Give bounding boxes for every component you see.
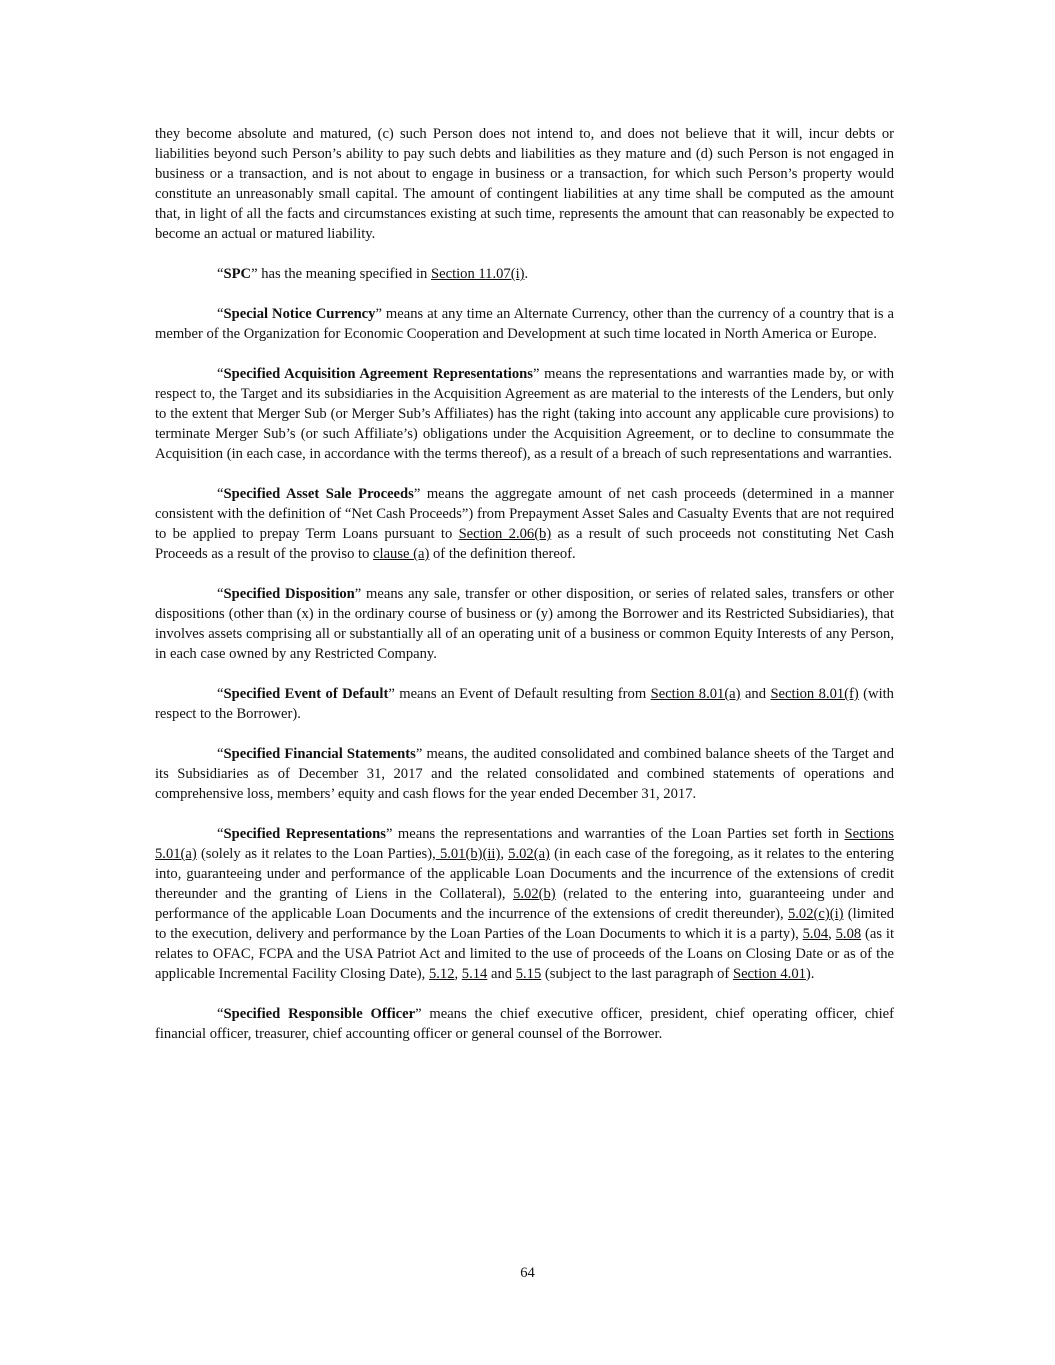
- open-quote: “: [217, 486, 224, 502]
- definition-text: as a result of such proceeds not constituting Net Cash Proceeds as a result of the proviso to: [155, 526, 894, 562]
- definition-text: and: [487, 966, 516, 982]
- definition-text: (as it relates to OFAC, FCPA and the USA Patriot Act and limited to the use of proceeds of the Loans on Closing Date or as of the applicable Incremental Facility Closing Date),: [155, 926, 894, 982]
- definition-specified-representations: [155, 824, 894, 984]
- open-quote: “: [217, 586, 224, 602]
- section-reference[interactable]: Section 8.01(a): [650, 686, 741, 702]
- definition-text: (related to the entering into, guaranteeing under and performance of the applicable Loan Documents and the incurrence of the extensions of credit thereunder),: [155, 886, 894, 922]
- definition-specified-responsible-officer: [155, 1004, 894, 1044]
- section-reference[interactable]: 5.04: [802, 926, 829, 942]
- definition-text: of the definition thereof.: [429, 546, 576, 562]
- definition-text: ” means the chief executive officer, president, chief operating officer, chief financial officer, treasurer, chief accounting officer or general counsel of the Borrower.: [155, 1006, 894, 1042]
- definition-specified-disposition: [155, 584, 894, 664]
- definition-text: ,: [454, 966, 462, 982]
- open-quote: “: [217, 1006, 224, 1022]
- page-number: 64: [520, 1265, 535, 1281]
- definition-text: .: [524, 266, 529, 282]
- section-reference[interactable]: 5.02(b): [513, 886, 556, 902]
- section-reference[interactable]: Section 11.07(i): [431, 266, 525, 282]
- document-body: [155, 124, 894, 1064]
- definition-text: ” means the aggregate amount of net cash proceeds (determined in a manner consistent with the definition of “Net Cash Proceeds”) from Prepayment Asset Sales and Casualty Events that are not required to be applied to prepay Term Loans pursuant to: [155, 486, 894, 542]
- defined-term: Specified Financial Statements: [223, 746, 416, 762]
- definition-spc: [155, 264, 894, 284]
- definition-special-notice-currency: [155, 304, 894, 344]
- definition-text: (subject to the last paragraph of: [541, 966, 733, 982]
- definition-specified-acquisition-agreement-representations: [155, 364, 894, 464]
- open-quote: “: [217, 746, 224, 762]
- definition-text: ” means, the audited consolidated and combined balance sheets of the Target and its Subsidiaries as of December 31, 2017 and the related consolidated and combined statements of operations and comprehensive loss, members’ equity and cash flows for the year ended December 31, 2017.: [155, 746, 894, 802]
- defined-term: Special Notice Currency: [223, 306, 376, 322]
- definition-text: ” means an Event of Default resulting from: [388, 686, 651, 702]
- open-quote: “: [217, 366, 224, 382]
- continuation-paragraph: they become absolute and matured, (c) such Person does not intend to, and does not believe that it will, incur debts or liabilities beyond such Person’s ability to pay such debts and liabilities as they mature and (d) such Person is not engaged in business or a transaction, and is not about to engage in business or a transaction, for which such Person’s property would constitute an unreasonably small capital. The amount of contingent liabilities at any time shall be computed as the amount that, in light of all the facts and circumstances existing at such time, represents the amount that can reasonably be expected to become an actual or matured liability.: [155, 126, 894, 242]
- definition-text: ” has the meaning specified in: [251, 266, 431, 282]
- section-reference[interactable]: Section 4.01: [732, 966, 806, 982]
- section-reference[interactable]: Sections 5.01(a): [155, 826, 894, 862]
- open-quote: “: [217, 826, 224, 842]
- definition-text: (solely as it relates to the Loan Parties),: [196, 846, 436, 862]
- definition-specified-event-of-default: [155, 684, 894, 724]
- definition-text: and: [740, 686, 771, 702]
- section-reference[interactable]: 5.14: [461, 966, 488, 982]
- definition-text: (with respect to the Borrower).: [155, 686, 894, 722]
- open-quote: “: [217, 686, 224, 702]
- definition-text: ,: [828, 926, 836, 942]
- definition-text: (in each case of the foregoing, as it relates to the entering into, guaranteeing under and performance of the applicable Loan Documents and the incurrence of the extensions of credit thereunder and the granting of Liens in the Collateral),: [155, 846, 894, 902]
- section-reference[interactable]: 5.01(b)(ii): [435, 846, 501, 862]
- section-reference[interactable]: Section 2.06(b): [458, 526, 552, 542]
- definition-text: ” means any sale, transfer or other disposition, or series of related sales, transfers or other dispositions (other than (x) in the ordinary course of business or (y) among the Borrower and its Restricted Subsidiaries), that involves assets comprising all or substantially all of an operating unit of a business or common Equity Interests of any Person, in each case owned by any Restricted Company.: [155, 586, 894, 662]
- definition-text: ,: [500, 846, 509, 862]
- definition-text: ).: [805, 966, 815, 982]
- definition-text: ” means at any time an Alternate Currency, other than the currency of a country that is a member of the Organization for Economic Cooperation and Development at such time located in North America or Europe.: [155, 306, 894, 342]
- defined-term: Specified Asset Sale Proceeds: [223, 486, 414, 502]
- definition-specified-asset-sale-proceeds: [155, 484, 894, 564]
- defined-term: SPC: [223, 266, 252, 282]
- definition-text: ” means the representations and warranties of the Loan Parties set forth in: [385, 826, 845, 842]
- defined-term: Specified Event of Default: [223, 686, 389, 702]
- defined-term: Specified Representations: [223, 826, 386, 842]
- definition-text: ” means the representations and warranties made by, or with respect to, the Target and its subsidiaries in the Acquisition Agreement as are material to the interests of the Lenders, but only to the extent that Merger Sub (or Merger Sub’s Affiliates) has the right (taking into account any applicable cure provisions) to terminate Merger Sub’s (or such Affiliate’s) obligations under the Acquisition Agreement, or to decline to consummate the Acquisition (in each case, in accordance with the terms thereof), as a result of a breach of such representations and warranties.: [155, 366, 894, 462]
- defined-term: Specified Disposition: [223, 586, 355, 602]
- section-reference[interactable]: 5.02(c)(i): [787, 906, 844, 922]
- defined-term: Specified Responsible Officer: [223, 1006, 416, 1022]
- section-reference[interactable]: 5.15: [515, 966, 542, 982]
- open-quote: “: [217, 306, 224, 322]
- definition-text: (limited to the execution, delivery and performance by the Loan Parties of the Loan Documents to which it is a party),: [155, 906, 895, 942]
- open-quote: “: [217, 266, 224, 282]
- section-reference[interactable]: 5.08: [835, 926, 862, 942]
- section-reference[interactable]: 5.12: [428, 966, 455, 982]
- definition-specified-financial-statements: [155, 744, 894, 804]
- clause-reference[interactable]: clause (a): [373, 546, 430, 562]
- section-reference[interactable]: Section 8.01(f): [770, 686, 859, 702]
- defined-term: Specified Acquisition Agreement Representations: [223, 366, 533, 382]
- section-reference[interactable]: 5.02(a): [508, 846, 550, 862]
